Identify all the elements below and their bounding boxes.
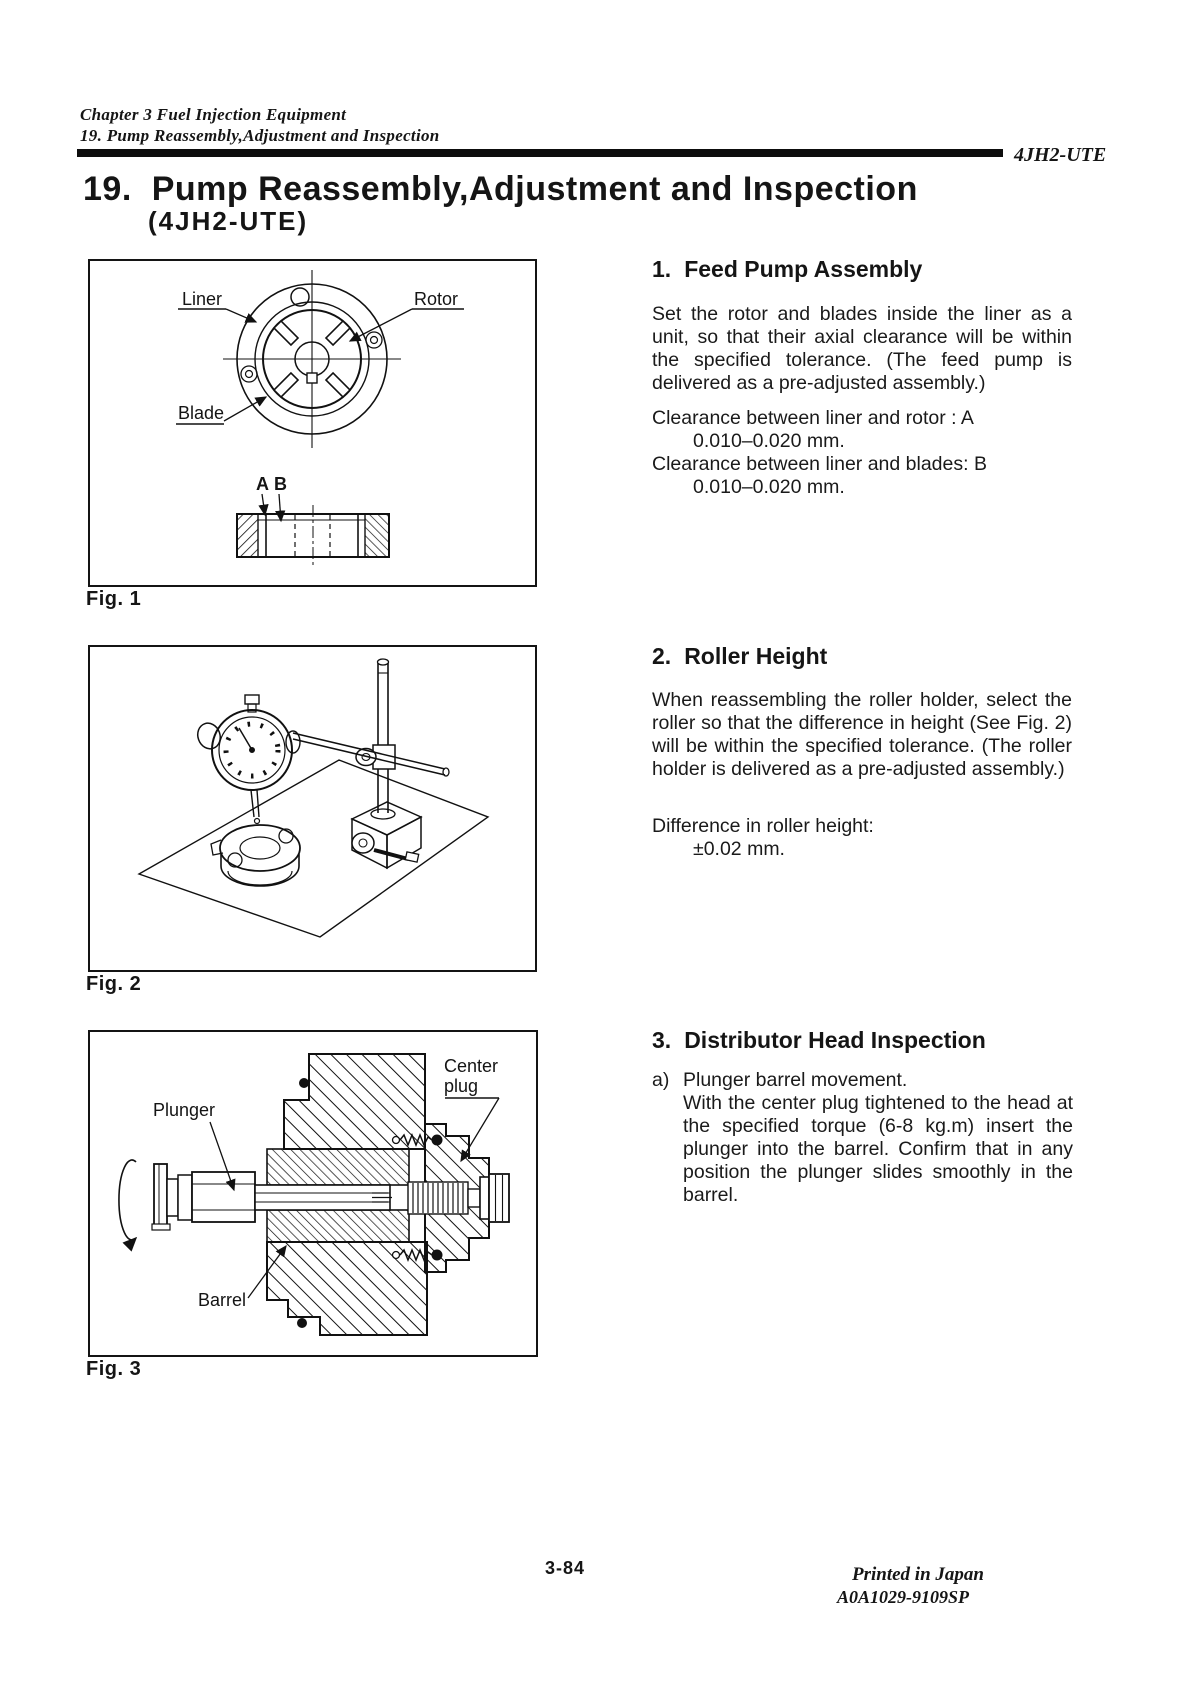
feed-pump-top-view: [223, 270, 401, 448]
section2-heading: [652, 643, 827, 670]
figure2-caption: Fig. 2: [86, 973, 142, 995]
section2-title: Roller Height: [684, 643, 828, 669]
liner-label: Liner: [182, 289, 223, 309]
center-plug-label: Center plug: [444, 1056, 499, 1096]
figure3-caption: Fig. 3: [86, 1358, 142, 1380]
page-title: [83, 170, 918, 209]
doc-code: A0A1029-9109SP: [837, 1587, 970, 1607]
section1-number: 1.: [652, 256, 672, 282]
figure2-box: [88, 645, 537, 972]
section3-item-marker: a): [652, 1069, 670, 1091]
clearance-a-label: A: [256, 474, 269, 494]
section1-spec2-value: 0.010–0.020 mm.: [693, 476, 845, 498]
section3-item-title: Plunger barrel movement.: [683, 1069, 908, 1091]
printed-note: Printed in Japan: [852, 1564, 984, 1585]
clearance-b-label: B: [274, 474, 287, 494]
section3-title: Distributor Head Inspection: [684, 1027, 986, 1053]
section2-number: 2.: [652, 643, 672, 669]
dial-indicator: [194, 695, 300, 824]
barrel-label: Barrel: [198, 1290, 247, 1310]
header-section: 19. Pump Reassembly,Adjustment and Inspection: [80, 126, 440, 145]
roller-holder: [211, 825, 300, 886]
section1-body: Set the rotor and blades inside the liner as a unit, so that their axial clearance will be within the specified tolerance. (The feed pump is delivered as a pre-adjusted assembly.): [652, 303, 1072, 394]
model-badge: 4JH2-UTE: [1014, 144, 1107, 166]
section3-item-body: With the center plug tightened to the head at the specified torque (6-8 kg.m) insert the plunger into the barrel. Confirm that in any position the plunger slides smoothly in the barrel.: [683, 1092, 1073, 1206]
section1-heading: [652, 256, 922, 283]
header-rule: [77, 149, 1003, 157]
page-title-text: Pump Reassembly,Adjustment and Inspection: [151, 170, 918, 208]
section1-spec1-label: Clearance between liner and rotor : A: [652, 407, 974, 429]
section1-spec2-label: Clearance between liner and blades: B: [652, 453, 987, 475]
roller-height-measurement-diagram: [90, 647, 535, 970]
section1-spec1-value: 0.010–0.020 mm.: [693, 430, 845, 452]
page-number: 3-84: [545, 1558, 586, 1578]
magnetic-base: [352, 802, 421, 868]
figure1-box: [88, 259, 537, 587]
page-subtitle: (4JH2-UTE): [148, 206, 309, 236]
rotation-arrow-icon: [119, 1160, 136, 1240]
section2-spec1-value: ±0.02 mm.: [693, 838, 785, 860]
stand-rod: [378, 659, 389, 813]
plunger-label: Plunger: [153, 1100, 216, 1120]
section2-body: When reassembling the roller holder, select the roller so that the difference in height (See Fig. 2) will be within the specified tolerance. (The roller holder is delivered as a pre-adjusted assembly.): [652, 689, 1072, 780]
header-chapter: Chapter 3 Fuel Injection Equipment: [80, 105, 347, 124]
section3-heading: [652, 1027, 986, 1054]
figure1-caption: Fig. 1: [86, 588, 142, 610]
page-title-number: 19.: [83, 170, 132, 208]
rotor-label: Rotor: [414, 289, 459, 309]
feed-pump-diagram: [90, 261, 535, 585]
surface-plate: [139, 760, 488, 937]
feed-pump-cross-section: [237, 505, 389, 566]
figure3-box: [88, 1030, 538, 1357]
section1-title: Feed Pump Assembly: [684, 256, 923, 282]
section2-spec1-label: Difference in roller height:: [652, 815, 874, 837]
section3-number: 3.: [652, 1027, 672, 1053]
blade-label: Blade: [178, 403, 225, 423]
